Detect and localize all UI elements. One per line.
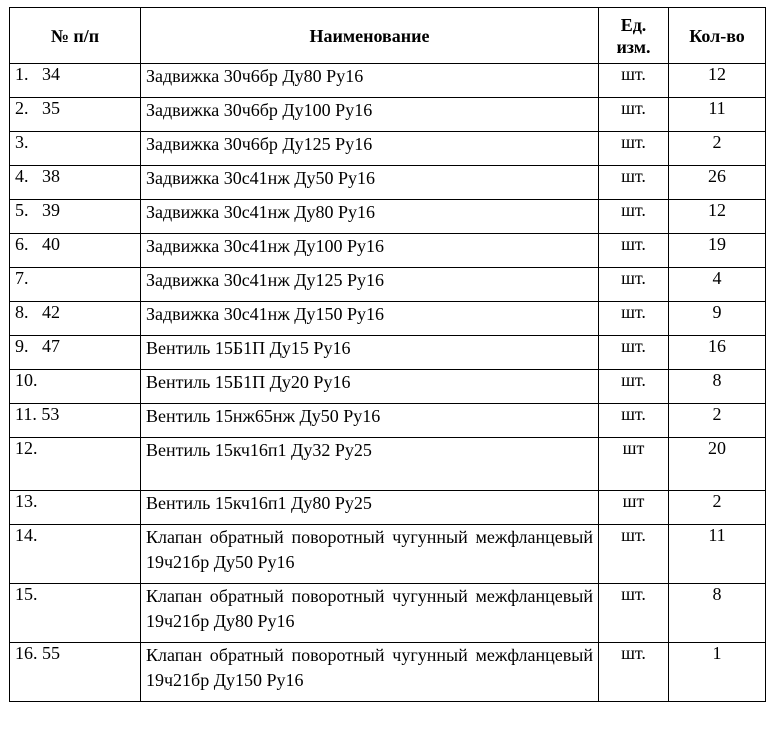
table-row xyxy=(10,302,766,336)
item-quantity: 4 xyxy=(669,268,766,302)
header-unit: Ед. изм. xyxy=(599,8,669,64)
item-name: Задвижка 30ч6бр Ду80 Ру16 xyxy=(141,64,599,98)
item-name: Задвижка 30ч6бр Ду100 Ру16 xyxy=(141,98,599,132)
row-number: 13. xyxy=(10,491,141,525)
header-num: № п/п xyxy=(10,8,141,64)
row-number: 9. 47 xyxy=(10,336,141,370)
item-quantity: 20 xyxy=(669,438,766,491)
row-number: 5. 39 xyxy=(10,200,141,234)
table-row xyxy=(10,200,766,234)
item-quantity: 2 xyxy=(669,491,766,525)
item-unit: шт. xyxy=(599,98,669,132)
item-unit: шт. xyxy=(599,166,669,200)
item-name: Клапан обратный поворотный чугунный межфланцевый 19ч21бр Ду50 Ру16 xyxy=(141,525,599,584)
row-number: 1. 34 xyxy=(10,64,141,98)
item-quantity: 1 xyxy=(669,643,766,702)
item-name: Вентиль 15нж65нж Ду50 Ру16 xyxy=(141,404,599,438)
item-unit: шт xyxy=(599,438,669,491)
item-quantity: 12 xyxy=(669,200,766,234)
item-name: Задвижка 30с41нж Ду50 Ру16 xyxy=(141,166,599,200)
item-unit: шт. xyxy=(599,404,669,438)
item-name: Клапан обратный поворотный чугунный межфланцевый 19ч21бр Ду150 Ру16 xyxy=(141,643,599,702)
item-unit: шт. xyxy=(599,64,669,98)
item-quantity: 2 xyxy=(669,404,766,438)
item-name: Задвижка 30с41нж Ду100 Ру16 xyxy=(141,234,599,268)
item-quantity: 11 xyxy=(669,98,766,132)
item-unit: шт. xyxy=(599,370,669,404)
item-quantity: 16 xyxy=(669,336,766,370)
table-row xyxy=(10,336,766,370)
row-number: 7. xyxy=(10,268,141,302)
row-number: 10. xyxy=(10,370,141,404)
item-unit: шт. xyxy=(599,336,669,370)
item-quantity: 11 xyxy=(669,525,766,584)
table-row xyxy=(10,98,766,132)
row-number: 15. xyxy=(10,584,141,643)
item-quantity: 26 xyxy=(669,166,766,200)
table-row xyxy=(10,268,766,302)
row-number: 12. xyxy=(10,438,141,491)
row-number: 4. 38 xyxy=(10,166,141,200)
table-row xyxy=(10,491,766,525)
item-name: Задвижка 30с41нж Ду125 Ру16 xyxy=(141,268,599,302)
table-row xyxy=(10,64,766,98)
item-unit: шт. xyxy=(599,132,669,166)
item-quantity: 2 xyxy=(669,132,766,166)
table-row xyxy=(10,584,766,643)
item-name: Вентиль 15кч16п1 Ду80 Ру25 xyxy=(141,491,599,525)
row-number: 2. 35 xyxy=(10,98,141,132)
table-row xyxy=(10,643,766,702)
item-unit: шт xyxy=(599,491,669,525)
item-unit: шт. xyxy=(599,234,669,268)
table-row xyxy=(10,370,766,404)
item-quantity: 8 xyxy=(669,370,766,404)
item-quantity: 8 xyxy=(669,584,766,643)
header-qty: Кол-во xyxy=(669,8,766,64)
specification-table xyxy=(9,7,766,702)
item-unit: шт. xyxy=(599,302,669,336)
item-quantity: 12 xyxy=(669,64,766,98)
item-unit: шт. xyxy=(599,525,669,584)
item-name: Вентиль 15Б1П Ду20 Ру16 xyxy=(141,370,599,404)
item-quantity: 19 xyxy=(669,234,766,268)
item-unit: шт. xyxy=(599,643,669,702)
table-row xyxy=(10,404,766,438)
item-name: Задвижка 30ч6бр Ду125 Ру16 xyxy=(141,132,599,166)
table-row xyxy=(10,234,766,268)
row-number: 16. 55 xyxy=(10,643,141,702)
item-name: Вентиль 15кч16п1 Ду32 Ру25 xyxy=(141,438,599,491)
header-name: Наименование xyxy=(141,8,599,64)
item-quantity: 9 xyxy=(669,302,766,336)
table-row xyxy=(10,438,766,491)
table-row xyxy=(10,525,766,584)
item-name: Вентиль 15Б1П Ду15 Ру16 xyxy=(141,336,599,370)
table-row xyxy=(10,132,766,166)
row-number: 8. 42 xyxy=(10,302,141,336)
row-number: 6. 40 xyxy=(10,234,141,268)
item-unit: шт. xyxy=(599,584,669,643)
item-unit: шт. xyxy=(599,200,669,234)
table-row xyxy=(10,166,766,200)
table-header-row xyxy=(10,8,766,64)
item-unit: шт. xyxy=(599,268,669,302)
item-name: Клапан обратный поворотный чугунный межфланцевый 19ч21бр Ду80 Ру16 xyxy=(141,584,599,643)
row-number: 11. 53 xyxy=(10,404,141,438)
item-name: Задвижка 30с41нж Ду80 Ру16 xyxy=(141,200,599,234)
item-name: Задвижка 30с41нж Ду150 Ру16 xyxy=(141,302,599,336)
row-number: 3. xyxy=(10,132,141,166)
row-number: 14. xyxy=(10,525,141,584)
